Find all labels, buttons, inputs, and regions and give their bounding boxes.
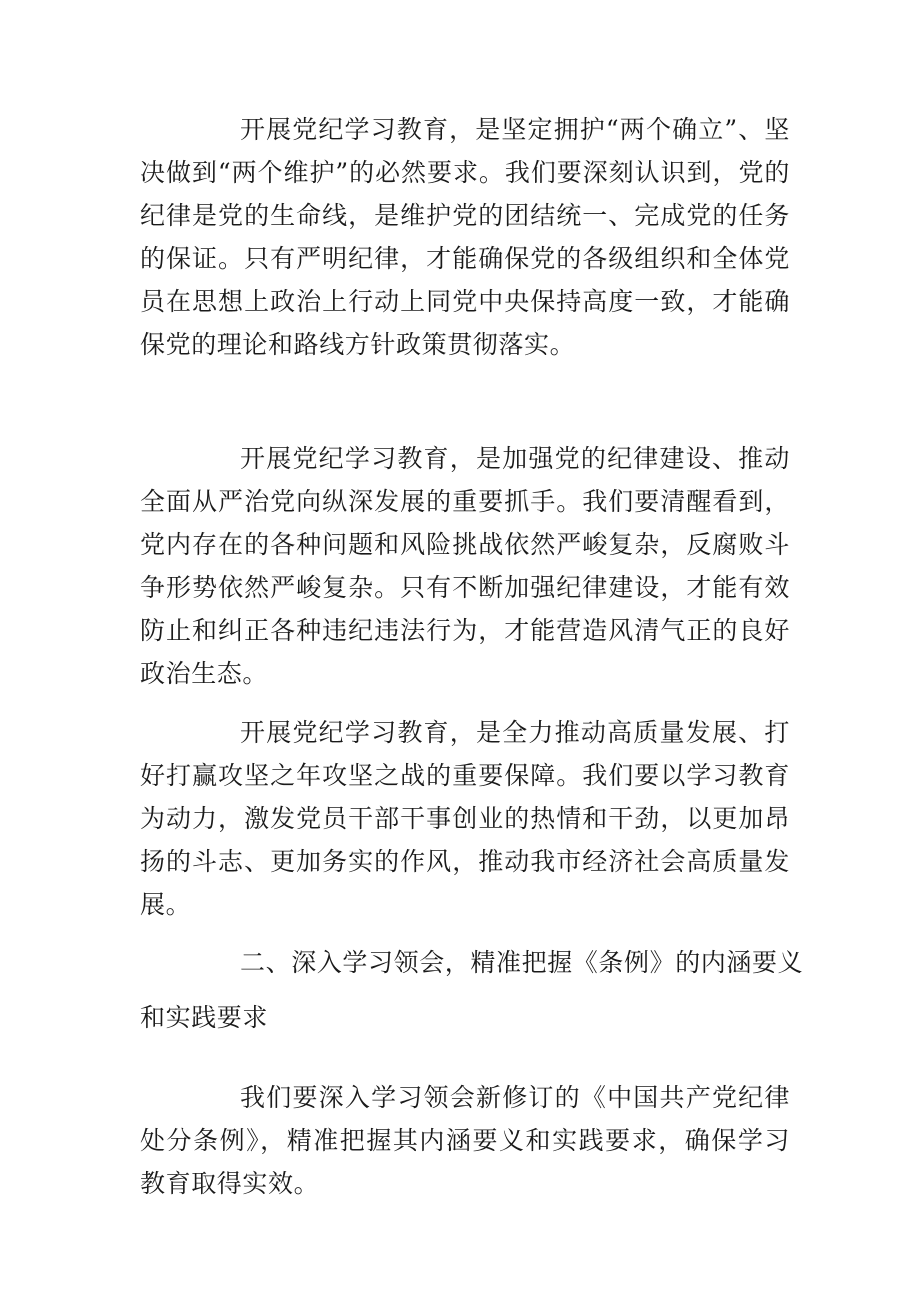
- closing-paragraph: 我们要深入学习领会新修订的《中国共产党纪律处分条例》，精准把握其内涵要义和实践要求，确保学习教育取得实效。: [140, 1083, 790, 1198]
- paragraph-2: 开展党纪学习教育，是加强党的纪律建设、推动全面从严治党向纵深发展的重要抓手。我们要清醒看到，党内存在的各种问题和风险挑战依然严峻复杂，反腐败斗争形势依然严峻复杂。只有不断加强纪律建设，才能有效防止和纠正各种违纪违法行为，才能营造风清气正的良好政治生态。: [140, 444, 790, 688]
- paragraph-3: 开展党纪学习教育，是全力推动高质量发展、打好打赢攻坚之年攻坚之战的重要保障。我们要以学习教育为动力，激发党员干部干事创业的热情和干劲，以更加昂扬的斗志、更加务实的作风，推动我市经济社会高质量发展。: [140, 718, 790, 919]
- section-heading-line-2: 和实践要求: [140, 1003, 269, 1032]
- paragraph-1: 开展党纪学习教育，是坚定拥护“两个确立”、坚决做到“两个维护”的必然要求。我们要深刻认识到，党的纪律是党的生命线，是维护党的团结统一、完成党的任务的保证。只有严明纪律，才能确保党的各级组织和全体党员在思想上政治上行动上同党中央保持高度一致，才能确保党的理论和路线方针政策贯彻落实。: [140, 115, 790, 359]
- section-heading-line-1: 二、深入学习领会，精准把握《条例》的内涵要义: [240, 948, 804, 977]
